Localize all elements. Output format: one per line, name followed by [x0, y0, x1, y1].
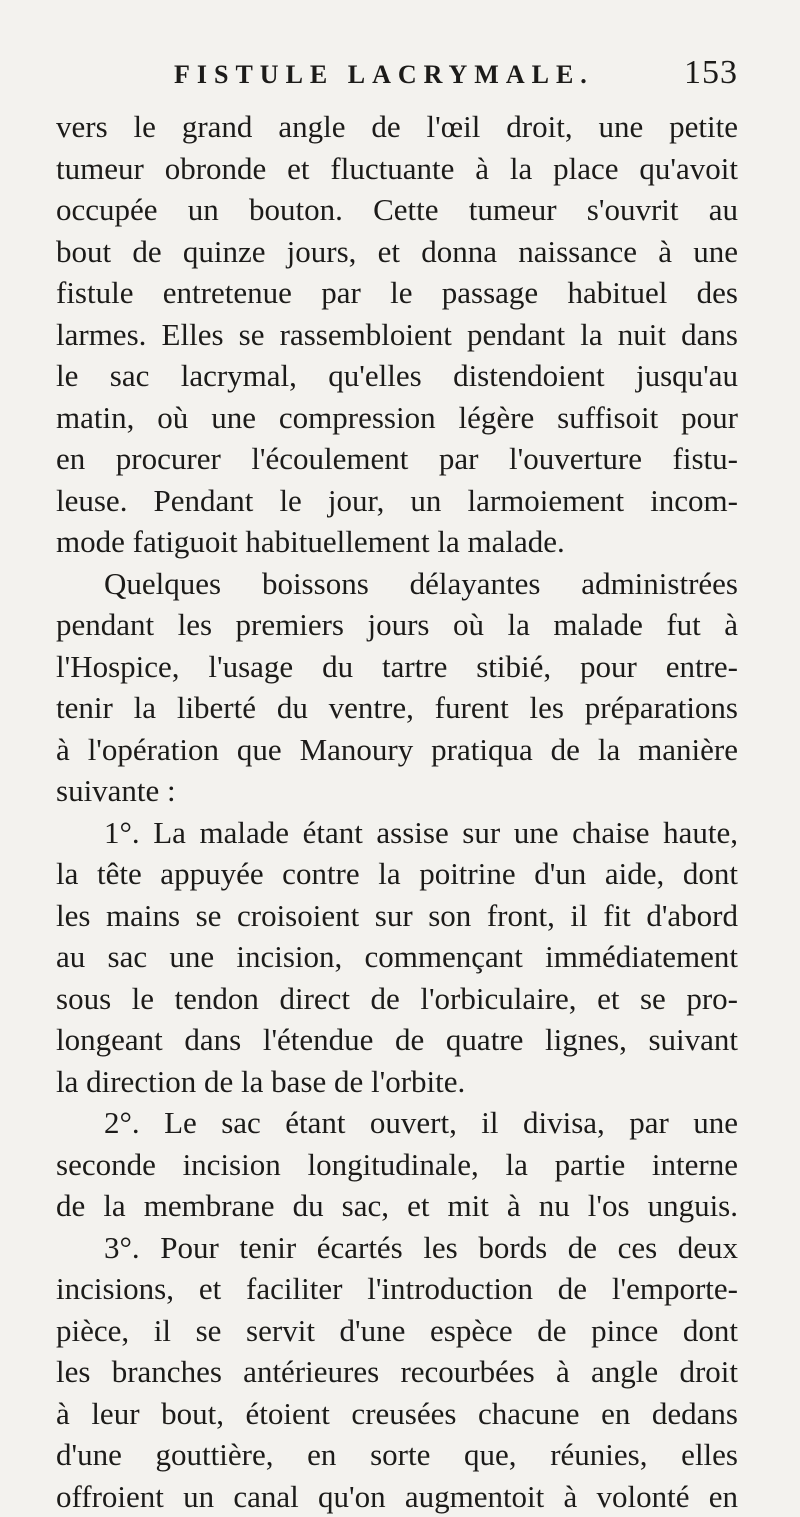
text-line: à l'opération que Manoury pratiqua de la manière	[56, 729, 738, 771]
text-line: tumeur obronde et fluctuante à la place qu'avoit	[56, 148, 738, 190]
text-line: mode fatiguoit habituellement la malade.	[56, 521, 738, 563]
text-line: au sac une incision, commençant immédiatement	[56, 936, 738, 978]
text-line: à leur bout, étoient creusées chacune en dedans	[56, 1393, 738, 1435]
text-line: de la membrane du sac, et mit à nu l'os unguis.	[56, 1185, 738, 1227]
text-line: longeant dans l'étendue de quatre lignes, suivant	[56, 1019, 738, 1061]
text-line: bout de quinze jours, et donna naissance à une	[56, 231, 738, 273]
text-line: pendant les premiers jours où la malade fut à	[56, 604, 738, 646]
text-line: tenir la liberté du ventre, furent les préparations	[56, 687, 738, 729]
body-text	[56, 106, 738, 1517]
text-line: offroient un canal qu'on augmentoit à volonté en	[56, 1476, 738, 1517]
text-line: matin, où une compression légère suffisoit pour	[56, 397, 738, 439]
text-line: vers le grand angle de l'œil droit, une petite	[56, 106, 738, 148]
text-line: 2°. Le sac étant ouvert, il divisa, par une	[56, 1102, 738, 1144]
text-line: occupée un bouton. Cette tumeur s'ouvrit au	[56, 189, 738, 231]
text-line: Quelques boissons délayantes administrées	[56, 563, 738, 605]
text-line: les mains se croisoient sur son front, il fit d'abord	[56, 895, 738, 937]
text-line: 3°. Pour tenir écartés les bords de ces deux	[56, 1227, 738, 1269]
text-line: la direction de la base de l'orbite.	[56, 1061, 738, 1103]
text-line: seconde incision longitudinale, la partie interne	[56, 1144, 738, 1186]
text-line: fistule entretenue par le passage habituel des	[56, 272, 738, 314]
text-line: le sac lacrymal, qu'elles distendoient jusqu'au	[56, 355, 738, 397]
text-line: 1°. La malade étant assise sur une chaise haute,	[56, 812, 738, 854]
text-line: l'Hospice, l'usage du tartre stibié, pour entre-	[56, 646, 738, 688]
text-line: d'une gouttière, en sorte que, réunies, elles	[56, 1434, 738, 1476]
text-line: la tête appuyée contre la poitrine d'un aide, dont	[56, 853, 738, 895]
text-line: larmes. Elles se rassembloient pendant la nuit dans	[56, 314, 738, 356]
text-line: suivante :	[56, 770, 738, 812]
page-number: 153	[684, 54, 738, 92]
text-line: en procurer l'écoulement par l'ouverture fistu-	[56, 438, 738, 480]
running-head	[56, 60, 738, 100]
text-line: les branches antérieures recourbées à angle droit	[56, 1351, 738, 1393]
text-line: sous le tendon direct de l'orbiculaire, et se pro-	[56, 978, 738, 1020]
text-line: incisions, et faciliter l'introduction de l'emporte-	[56, 1268, 738, 1310]
text-line: pièce, il se servit d'une espèce de pince dont	[56, 1310, 738, 1352]
text-line: leuse. Pendant le jour, un larmoiement incom-	[56, 480, 738, 522]
running-title: FISTULE LACRYMALE.	[174, 60, 594, 90]
